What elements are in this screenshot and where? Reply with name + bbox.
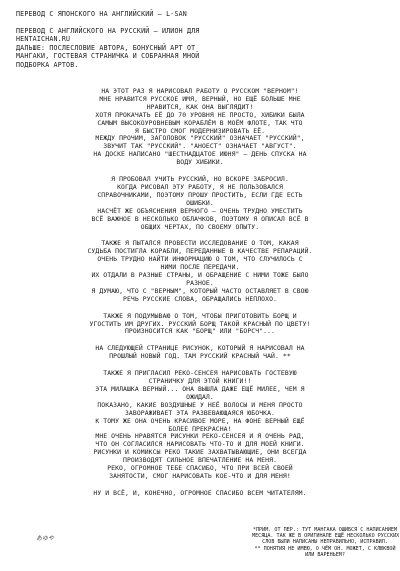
- text-line: СУДЬБА ПОСТИГЛА КОРАБЛИ, ПЕРЕДАННЫЕ В КАЧЕСТВЕ РЕПАРАЦИЙ.: [87, 247, 313, 256]
- text-line: ОЖИДАЛ.: [186, 392, 214, 401]
- text-line: НАСЧЁТ ЖЕ ОБЪЯСНЕНИЯ ВЕРНОГО – ОЧЕНЬ ТРУДНО УМЕСТИТЬ: [97, 206, 303, 215]
- text-line: САМЫМ ВЫСОКОУРОВНЕВЫМ КОРАБЛЁМ В МОЁМ ФЛОТЕ, ТАК ЧТО: [97, 118, 303, 127]
- text-line: ТАКЖЕ Я ПЫТАЛСЯ ПРОВЕСТИ ИССЛЕДОВАНИЕ О ТОМ, КАКАЯ: [101, 239, 299, 248]
- text-line: НУ И ВСЁ, И, КОНЕЧНО, ОГРОМНОЕ СПАСИБО ВСЕМ ЧИТАТЕЛЯМ.: [93, 488, 307, 497]
- text-line: РАЗНОЕ.: [186, 278, 214, 287]
- credit-line: ДАЛЬШЕ: ПОСЛЕСЛОВИЕ АВТОРА, БОНУСНЫЙ АРТ ОТ: [16, 43, 196, 52]
- text-line: СПРАВОЧНИКАМИ, ПОЭТОМУ ПРОШУ ПРОСТИТЬ, ЕСЛИ ГДЕ ЕСТЬ: [97, 190, 303, 199]
- footnote-line: МЕСЯЦА. ТАК ЖЕ В ОРИГИНАЛЕ ЕЩЁ НЕСКОЛЬКО РУССКИХ: [252, 533, 400, 540]
- paragraph: [14, 88, 386, 167]
- text-line: НА СЛЕДУЮЩЕЙ СТРАНИЦЕ РИСУНОК, КОТОРЫЙ Я НАРИСОВАЛ НА: [95, 344, 305, 353]
- author-signature: あゆや: [36, 535, 55, 542]
- text-line: ОШИБКИ.: [186, 198, 214, 207]
- paragraph: [14, 176, 386, 231]
- text-line: ВОДУ ХИБИКИ.: [176, 158, 224, 167]
- text-line: ОЧЕНЬ ТРУДНО НАЙТИ ИНФОРМАЦИЮ О ТОМ, ЧТО СЛУЧИЛОСЬ С: [97, 255, 303, 264]
- text-line: ИХ ОТДАЛИ В РАЗНЫЕ СТРАНЫ, И ОБРАЩЕНИЕ С НИМИ ТОЖЕ БЫЛО: [91, 271, 309, 280]
- paragraph: [14, 345, 386, 361]
- text-line: ОБЩИХ ЧЕРТАХ, ПО СВОЕМУ ОПЫТУ.: [140, 222, 260, 231]
- text-line: НА ДОСКЕ НАПИСАНО "ШЕСТНАДЦАТОЕ ИЮНЯ" – ДЕНЬ СПУСКА НА: [93, 150, 307, 159]
- text-line: ПРОИЗНОСИТСЯ КАК "БОРЩ" ИЛИ "БОРСЧ"...: [124, 327, 275, 336]
- paragraph: [14, 313, 386, 337]
- text-line: ПРОШЛЫЙ НОВЫЙ ГОД. ТАМ РУССКИЙ КРАСНЫЙ ЧАЙ. **: [109, 352, 291, 361]
- text-line: УГОСТИТЬ ИМ ДРУГИХ. РУССКИЙ БОРЩ ТАКОЙ КРАСНЫЙ ПО ЦВЕТУ!: [89, 319, 311, 328]
- footnote-line: ИЛИ ВАРЕНЬЕМ?: [305, 551, 345, 558]
- paragraph: [14, 370, 386, 481]
- credit-line: ПЕРЕВОД С АНГЛИЙСКОГО НА РУССКИЙ – ИЛИОН ДЛЯ: [16, 26, 200, 35]
- paragraph: [14, 240, 386, 303]
- text-line: ЗВУЧИТ ТАК "РУССКИЙ". "АНОЕСТ" ОЗНАЧАЕТ "АВГУСТ".: [103, 142, 297, 151]
- translator-footnote: [252, 527, 398, 558]
- text-line: СТРАНИЧКУ ДЛЯ ЭТОЙ КНИГИ!!: [148, 377, 252, 386]
- text-line: МНЕ НРАВИТСЯ РУССКОЕ ИМЯ, ВЕРНЫЙ, НО ЕЩЁ БОЛЬШЕ МНЕ: [99, 94, 301, 103]
- text-line: ЧТО ОН СОГЛАСИЛСЯ НАРИСОВАТЬ ЧТО-ТО И ДЛЯ МОЕЙ КНИГИ.: [95, 440, 305, 449]
- text-line: ЗАВОРАЖИВАЕТ ЭТА РАЗВЕВАЮЩАЯСЯ ЮБОЧКА.: [124, 408, 275, 417]
- text-line: ТАКЖЕ Я ПОДУМЫВАЮ О ТОМ, ЧТОБЫ ПРИГОТОВИТЬ БОРЩ И: [103, 311, 297, 320]
- text-line: ПОКАЗАНО, КАКИЕ ВОЗДУШНЫЕ У НЕЁ ВОЛОСЫ И МЕНЯ ПРОСТО: [97, 400, 303, 409]
- credit-line: МАНГАКИ, ГОСТЕВАЯ СТРАНИЧКА И СОБРАННАЯ МНОЙ: [16, 52, 200, 61]
- credit-line: ПЕРЕВОД С ЯПОНСКОГО НА АНГЛИЙСКИЙ – L-SAN: [16, 10, 187, 18]
- text-line: ЭТА МИЛАШКА ВЕРНЫЙ... ОНА ВЫШЛА ДАЖЕ ЕЩЁ МИЛЕЕ, ЧЕМ Я: [95, 385, 305, 393]
- text-line: ТАКЖЕ Я ПРИГЛАСИЛ РЕКО-СЕНСЕЯ НАРИСОВАТЬ ГОСТЕВУЮ: [103, 369, 297, 378]
- text-line: Я БЫСТРО СМОГ МОДЕРНИЗИРОВАТЬ ЕЁ.: [134, 126, 266, 135]
- footnote-line: ** ПОНЯТИЯ НЕ ИМЕЮ, О ЧЁМ ОН. МОЖЕТ, С КЛЮКВОЙ: [254, 545, 396, 552]
- footnote-line: *ПРИМ. ОТ ПЕР.: ТУТ МАНГАКА ОШИБСЯ С НАПИСАНИЕМ: [252, 527, 398, 533]
- text-line: Я ДУМАЮ, ЧТО С "ВЕРНЫМ", КОТОРЫЙ ЧАСТО ОСТАВЛЯЕТ В СВОЮ: [91, 286, 309, 295]
- text-line: КОГДА РИСОВАЛ ЭТУ РАБОТУ, Я НЕ ПОЛЬЗОВАЛСЯ: [117, 182, 283, 191]
- text-line: РЕКО, ОГРОМНОЕ ТЕБЕ СПАСИБО, ЧТО ПРИ ВСЕЙ СВОЕЙ: [107, 464, 293, 473]
- afterword-text: [14, 88, 386, 507]
- text-line: БОЛЕЕ ПРЕКРАСНА!: [168, 424, 232, 433]
- text-line: МЕЖДУ ПРОЧИМ, ЗАГОЛОВОК "РУССКИЙ" ОЗНАЧАЕТ "РУССКИЙ",: [95, 134, 305, 143]
- text-line: МНЕ ОЧЕНЬ НРАВЯТСЯ РИСУНКИ РЕКО-СЕНСЕЯ И Я ОЧЕНЬ РАД,: [95, 432, 305, 441]
- text-line: НРАВИТСЯ, КАК ОНА ВЫГЛЯДИТ!: [146, 102, 254, 111]
- text-line: РИСУНКИ И КОМИКСЫ РЕКО ТАКИЕ ЗАХВАТЫВАЮЩИЕ, ОНИ ВСЕГДА: [93, 448, 307, 457]
- footnote-line: СЛОВ БЫЛИ НАПИСАНЫ НЕПРАВИЛЬНО, ИСПРАВИЛ.: [262, 539, 388, 546]
- translation-credits: [16, 10, 386, 70]
- text-line: ПРОИЗВОДЯТ СИЛЬНОЕ ВПЕЧАТЛЕНИЕ НА МЕНЯ.: [123, 456, 277, 465]
- text-line: ВСЁ ВАЖНОЕ В НЕСКОЛЬКО ОБЛАЧКОВ, ПОЭТОМУ Я ОПИСАЛ ВСЁ В: [91, 214, 309, 223]
- credit-line: HENTAICHAN.RU: [16, 35, 71, 44]
- paragraph: [14, 490, 386, 498]
- text-line: ЗАНЯТОСТИ, СМОГ НАРИСОВАТЬ КОЕ-ЧТО И ДЛЯ МЕНЯ!: [109, 471, 291, 480]
- text-line: Я ПРОБОВАЛ УЧИТЬ РУССКИЙ, НО ВСКОРЕ ЗАБРОСИЛ.: [111, 175, 289, 184]
- text-line: НА ЭТОТ РАЗ Я НАРИСОВАЛ РАБОТУ О РУССКОМ "ВЕРНОМ"!: [101, 87, 299, 95]
- text-line: НИМИ ПОСЛЕ ПЕРЕДАЧИ.: [160, 263, 240, 272]
- text-line: РЕЧЬ РУССКИЕ СЛОВА, ОБРАЩАЛИСЬ НЕПЛОХО.: [123, 294, 277, 303]
- text-line: К ТОМУ ЖЕ ОНА ОЧЕНЬ КРАСИВОЕ МОРЕ, НА ФОНЕ ВЕРНЫЙ ЕЩЁ: [95, 416, 305, 425]
- text-line: ХОТЯ ПРОКАЧАТЬ ЕЁ ДО 70 УРОВНЯ НЕ ПРОСТО, ХИБИКИ БЫЛА: [95, 110, 305, 119]
- credit-line: ПОДБОРКА АРТОВ.: [16, 60, 79, 69]
